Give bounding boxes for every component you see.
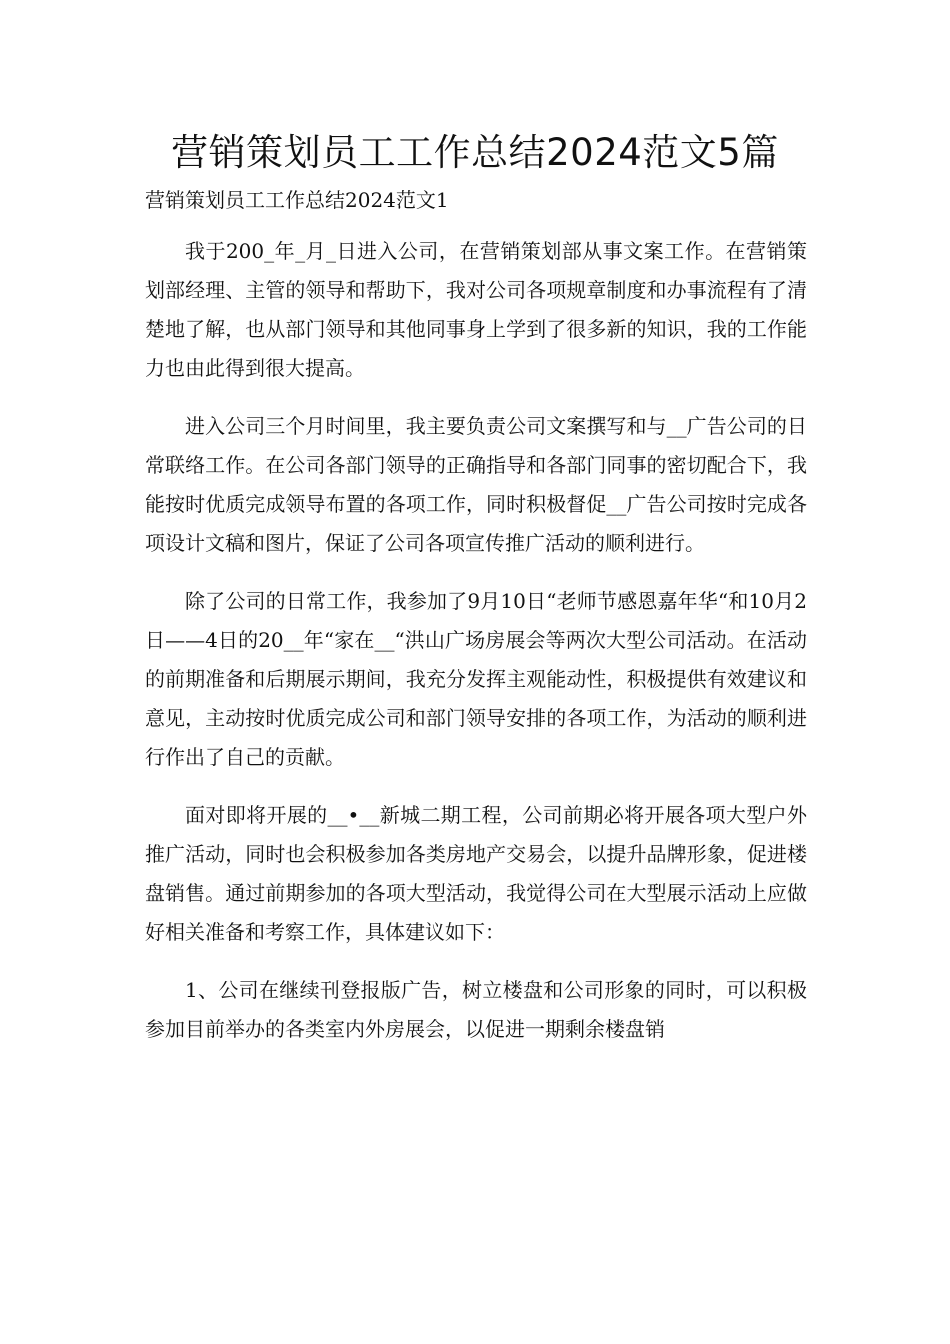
paragraph: 1、公司在继续刊登报版广告，树立楼盘和公司形象的同时，可以积极参加目前举办的各类室内外房展会，以促进一期剩余楼盘销	[145, 978, 807, 1041]
document-body	[145, 232, 807, 1068]
document-title: 营销策划员工工作总结2024范文5篇	[171, 131, 779, 174]
document-subtitle: 营销策划员工工作总结2024范文1	[145, 188, 449, 212]
paragraph: 除了公司的日常工作，我参加了9月10日“老师节感恩嘉年华“和10月2日——4日的20__年“家在__“洪山广场房展会等两次大型公司活动。在活动的前期准备和后期展示期间，我充分发挥主观能动性，积极提供有效建议和意见，主动按时优质完成公司和部门领导安排的各项工作，为活动的顺利进行作出了自己的贡献。	[145, 589, 807, 769]
paragraph: 进入公司三个月时间里，我主要负责公司文案撰写和与__广告公司的日常联络工作。在公司各部门领导的正确指导和各部门同事的密切配合下，我能按时优质完成领导布置的各项工作，同时积极督促__广告公司按时完成各项设计文稿和图片，保证了公司各项宣传推广活动的顺利进行。	[145, 414, 807, 555]
paragraph: 面对即将开展的__•__新城二期工程，公司前期必将开展各项大型户外推广活动，同时也会积极参加各类房地产交易会，以提升品牌形象，促进楼盘销售。通过前期参加的各项大型活动，我觉得公司在大型展示活动上应做好相关准备和考察工作，具体建议如下：	[145, 803, 807, 944]
paragraph: 我于200_年_月_日进入公司，在营销策划部从事文案工作。在营销策划部经理、主管的领导和帮助下，我对公司各项规章制度和办事流程有了清楚地了解，也从部门领导和其他同事身上学到了很多新的知识，我的工作能力也由此得到很大提高。	[145, 239, 807, 380]
